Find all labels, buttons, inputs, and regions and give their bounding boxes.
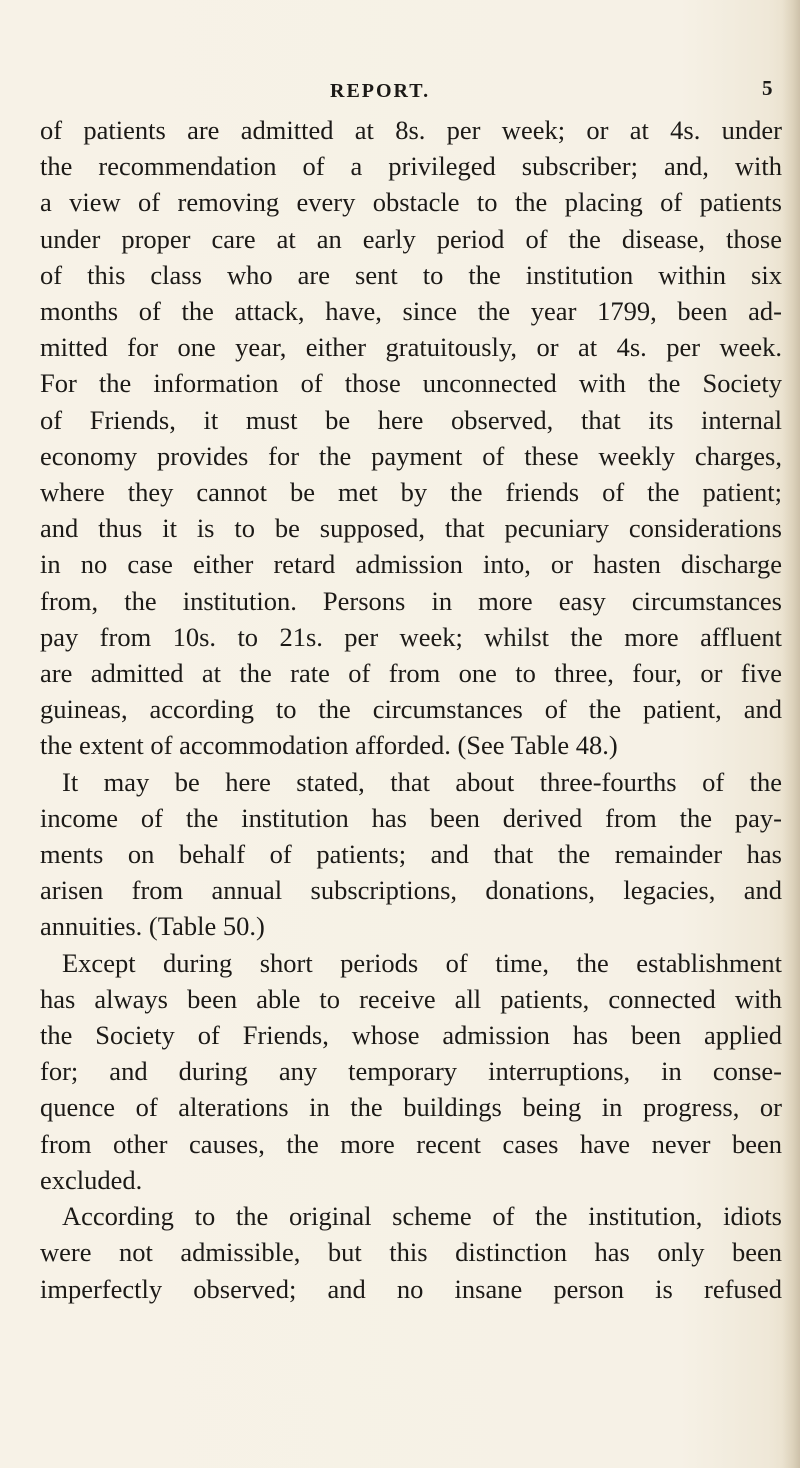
text-line: ments on behalf of patients; and that the remainder has — [40, 839, 782, 870]
text-line: For the information of those unconnected with the Society — [40, 368, 782, 399]
body-text — [40, 112, 782, 1307]
text-line: annuities. (Table 50.) — [40, 911, 265, 942]
text-line: of Friends, it must be here observed, that its internal — [40, 404, 782, 435]
text-line: under proper care at an early period of the disease, those — [40, 223, 782, 254]
paragraph-start-line: It may be here stated, that about three-fourths of the — [62, 766, 782, 797]
text-line: for; and during any temporary interruptions, in conse- — [40, 1056, 782, 1087]
page-number: 5 — [762, 76, 773, 100]
paragraph-start-line: According to the original scheme of the institution, idiots — [62, 1201, 782, 1232]
text-line: of patients are admitted at 8s. per week; or at 4s. under — [40, 115, 782, 145]
text-line: guineas, according to the circumstances of the patient, and — [40, 694, 782, 725]
paragraph-start-line: Except during short periods of time, the establishment — [62, 947, 782, 978]
text-line: imperfectly observed; and no insane person is refused — [40, 1273, 782, 1304]
text-line: mitted for one year, either gratuitously, or at 4s. per week. — [40, 332, 782, 363]
text-line: from, the institution. Persons in more easy circumstances — [40, 585, 782, 616]
text-line: has always been able to receive all patients, connected with — [40, 983, 782, 1014]
text-line: months of the attack, have, since the year 1799, been ad- — [40, 296, 782, 327]
text-line: were not admissible, but this distinction has only been — [40, 1237, 782, 1268]
text-line: of this class who are sent to the institution within six — [40, 259, 782, 290]
text-line: the extent of accommodation afforded. (See Table 48.) — [40, 730, 618, 761]
text-line: economy provides for the payment of these weekly charges, — [40, 440, 782, 471]
text-line: income of the institution has been derived from the pay- — [40, 802, 782, 833]
text-line: quence of alterations in the buildings being in progress, or — [40, 1092, 782, 1123]
text-line: are admitted at the rate of from one to three, four, or five — [40, 658, 782, 689]
text-line: a view of removing every obstacle to the placing of patients — [40, 187, 782, 218]
text-line: pay from 10s. to 21s. per week; whilst the more affluent — [40, 621, 782, 652]
text-line: and thus it is to be supposed, that pecuniary considerations — [40, 513, 782, 544]
text-line: the Society of Friends, whose admission has been applied — [40, 1020, 782, 1051]
text-line: from other causes, the more recent cases have never been — [40, 1128, 782, 1159]
text-line: the recommendation of a privileged subscriber; and, with — [40, 151, 782, 182]
text-line: where they cannot be met by the friends of the patient; — [40, 477, 782, 508]
text-line: in no case either retard admission into, or hasten discharge — [40, 549, 782, 580]
page-edge-shadow — [782, 0, 800, 1468]
running-head: REPORT. — [330, 80, 431, 102]
text-line: arisen from annual subscriptions, donations, legacies, and — [40, 875, 782, 906]
text-line: excluded. — [40, 1164, 143, 1195]
